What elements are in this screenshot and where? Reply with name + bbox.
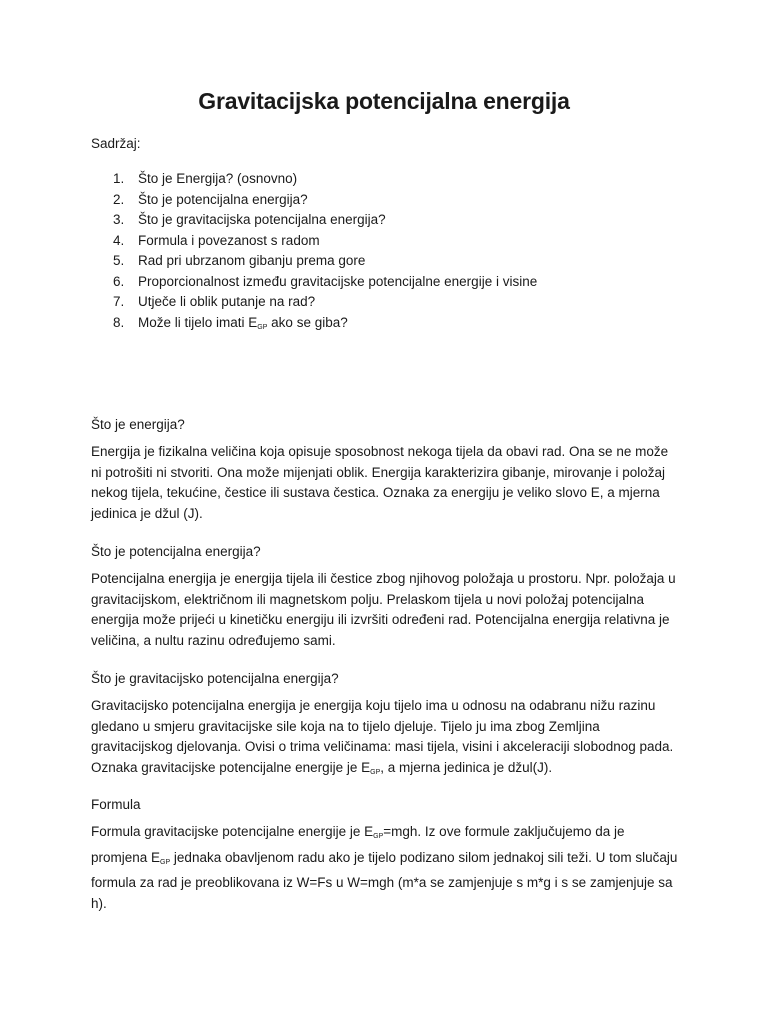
toc-item: 2. Što je potencijalna energija?: [113, 191, 308, 207]
toc-item: 6. Proporcionalnost između gravitacijske potencijalne energije i visine: [113, 273, 538, 289]
toc-item: 1. Što je Energija? (osnovno): [113, 171, 298, 186]
document-title: Gravitacijska potencijalna energija: [198, 88, 570, 114]
section-gravitational-potential-energy: [91, 671, 681, 784]
section-formula: [91, 797, 681, 915]
section-energy: [91, 417, 681, 525]
section-body: Energija je fizikalna veličina koja opisuje sposobnost nekoga tijela da obavi rad. Ona se ne može ni potrošiti ni stvoriti. Ona može mijenjati oblik. Energija karakterizira gibanje, mirovanje i položaj nekog tijela, tekućine, čestice ili sustava čestica. Oznaka za energiju je veliko slovo E, a mjerna jedinica je džul (J).: [91, 444, 669, 522]
toc-item: 7. Utječe li oblik putanje na rad?: [113, 294, 316, 309]
section-heading: Što je gravitacijsko potencijalna energija?: [91, 671, 339, 686]
section-heading: Formula: [91, 797, 141, 812]
toc-item: 8. Može li tijelo imati $E_{GP}$ ako se giba?: [113, 314, 348, 331]
toc-item: 3. Što je gravitacijska potencijalna energija?: [113, 212, 386, 227]
section-heading: Što je energija?: [91, 417, 185, 432]
section-body: Gravitacijsko potencijalna energija je energija koju tijelo ima u odnosu na odabranu nižu razinu gledano u smjeru gravitacijske sile koja na to tijelo djeluje. Tijelo ju ima zbog Zemljina gravitacijskog djelovanja. Ovisi o trima veličinama: masi tijela, visini i akceleraciji slobodnog pada. Oznaka gravitacijske potencijalne energije je $E_{GP}$, a mjerna jedinica je džul(J).: [91, 698, 674, 777]
toc-item: 5. Rad pri ubrzanom gibanju prema gore: [113, 253, 366, 268]
section-heading: Što je potencijalna energija?: [91, 544, 261, 559]
toc-item: 4. Formula i povezanost s radom: [113, 232, 320, 248]
section-body: Formula gravitacijske potencijalne energije je $E_{GP}=mgh$. Iz ove formule zaključujemo da je promjena $E_{GP}$ jednaka obavljenom radu ako je tijelo podizano silom jednakoj sili teži. U tom slučaju formula za rad je preoblikovana iz W=Fs u W=mgh (m*a se zamjenjuje s m*g i s se zamjenjuje sa h).: [91, 824, 678, 912]
section-potential-energy: [91, 544, 681, 652]
table-of-contents: [91, 169, 537, 333]
section-body: Potencijalna energija je energija tijela ili čestice zbog njihovog položaja u prostoru. Npr. položaja u gravitacijskom, električnom ili magnetskom polju. Prelaskom tijela u novi položaj potencijalna energija može prijeći u kinetičku energiju ili izvršiti određeni rad. Potencijalna energija relativna je veličina, a nultu razinu određujemo sami.: [91, 571, 676, 649]
contents-label: Sadržaj:: [91, 136, 141, 151]
